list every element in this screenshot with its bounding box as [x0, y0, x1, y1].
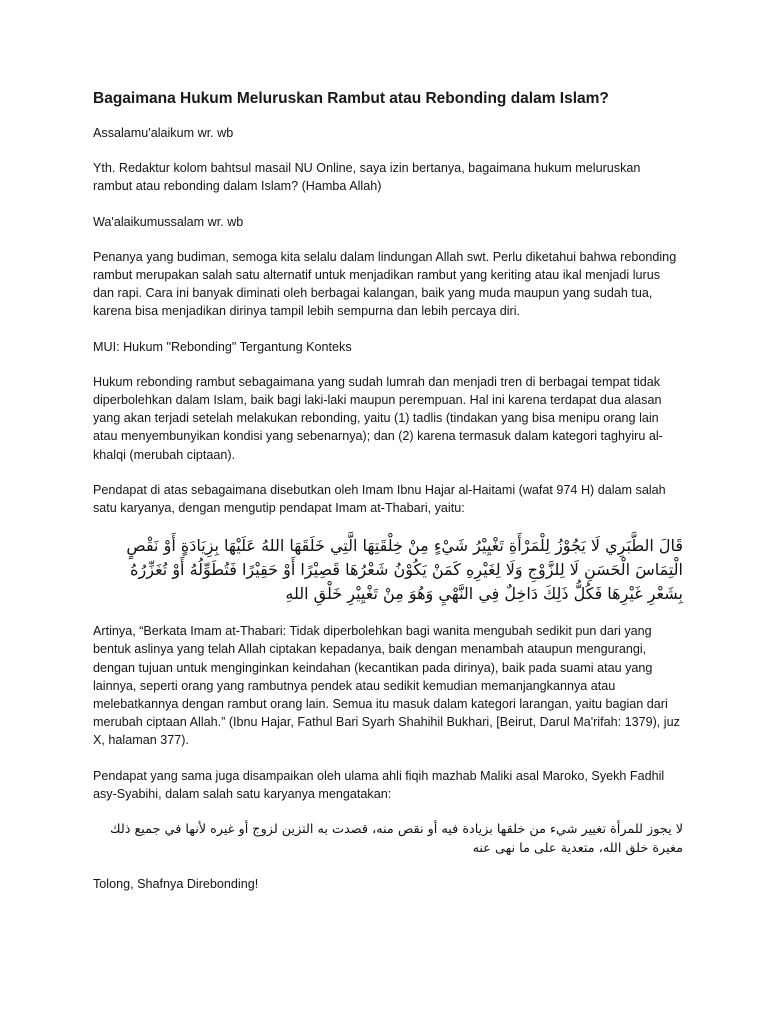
related-heading-paragraph: MUI: Hukum "Rebonding" Tergantung Konteks [93, 339, 352, 354]
maliki-intro-paragraph: Pendapat yang sama juga disampaikan oleh ulama ahli fiqih mazhab Maliki asal Maroko, Syekh Fadhil asy-Syabihi, dalam salah satu karyanya mengatakan: [93, 768, 665, 801]
question-paragraph: Yth. Redaktur kolom bahtsul masail NU Online, saya izin bertanya, bagaimana hukum meluruskan rambut atau rebonding dalam Islam? (Hamba Allah) [93, 161, 641, 194]
translation-paragraph: Artinya, “Berkata Imam at-Thabari: Tidak diperbolehkan bagi wanita mengubah sedikit pun dari yang bentuk aslinya yang telah Allah ciptakan kepadanya, baik dengan menambah ataupun mengurangi, dengan tujuan untuk menginginkan keindahan (kecantikan pada dirinya), baik pada suami atau yang lainnya, seperti orang yang rambutnya pendek atau sedikit kemudian memanjangkannya atau melebatkannya dengan rambut orang lain. Semua itu masuk dalam kategori larangan, yaitu bagian dari merubah ciptaan Allah.” (Ibnu Hajar, Fathul Bari Syarh Shahihil Bukhari, [Beirut, Darul Ma'rifah: 1379), juz X, halaman 377). [93, 624, 680, 748]
citation-intro-paragraph: Pendapat di atas sebagaimana disebutkan oleh Imam Ibnu Hajar al-Haitami (wafat 974 H) dalam salah satu karyanya, dengan mengutip pendapat Imam at-Thabari, yaitu: [93, 482, 666, 516]
arabic-quote-syabihi: لا يجوز للمرأة تغيير شيء من خلقها بزيادة فيه أو نقص منه، قصدت به التزين لزوج أو غيره لأنها في جميع ذلك مغيرة خلق الله، متعدية على ما نهى عنه [110, 822, 683, 857]
document-page [93, 88, 683, 910]
greeting-paragraph: Assalamu'alaikum wr. wb [93, 126, 234, 140]
ruling-paragraph: Hukum rebonding rambut sebagaimana yang sudah lumrah dan menjadi tren di berbagai tempat tidak diperbolehkan dalam Islam, baik bagi laki-laki maupun perempuan. Hal ini karena terdapat dua alasan yang akan terjadi setelah melakukan rebonding, yaitu (1) tadlis (tindakan yang bisa menipu orang lain atau menyembunyikan kondisi yang sebenarnya); dan (2) karena termasuk dalam kategori taghyiru al-khalqi (merubah ciptaan). [93, 374, 663, 462]
arabic-quote-thabari: قَالَ الطَّبَرِي لَا يَجُوْزُ لِلْمَرْأَةِ تَغْيِيْرُ شَيْءٍ مِنْ خِلْقَتِهَا الَّتِي خَلَقَهَا اللهُ عَلَيْهَا بِزِيَادَةٍ أَوْ نَقْصٍ الْتِمَاسَ الْحَسَنِ لَا لِلزَّوْجِ وَلَا لِغَيْرِهِ كَمَنْ يَكُوْنُ شَعْرُهَا قَصِيْرًا أَوْ حَقِيْرًا فَتُطَوِّلُهُ أَوْ تُغَزِّرُهُ بِشَعْرِ غَيْرِهَا فَكُلُّ ذَلِكَ دَاخِلٌ فِي النَّهْيِ وَهُوَ مِنْ تَغْيِيْرِ خَلْقِ اللهِ [126, 536, 683, 604]
reply-greeting-paragraph: Wa'alaikumussalam wr. wb [93, 214, 244, 229]
article-title: Bagaimana Hukum Meluruskan Rambut atau Rebonding dalam Islam? [93, 90, 609, 107]
closing-heading-paragraph: Tolong, Shafnya Direbonding! [93, 877, 259, 892]
intro-paragraph: Penanya yang budiman, semoga kita selalu dalam lindungan Allah swt. Perlu diketahui bahwa rebonding rambut merupakan salah satu alternatif untuk menjadikan rambut yang keriting atau ikal menjadi lurus dan rapi. Cara ini banyak diminati oleh berbagai kalangan, baik yang muda maupun yang sudah tua, karena bisa menjadikan dirinya tampil lebih sempurna dan lebih percaya diri. [93, 249, 677, 319]
